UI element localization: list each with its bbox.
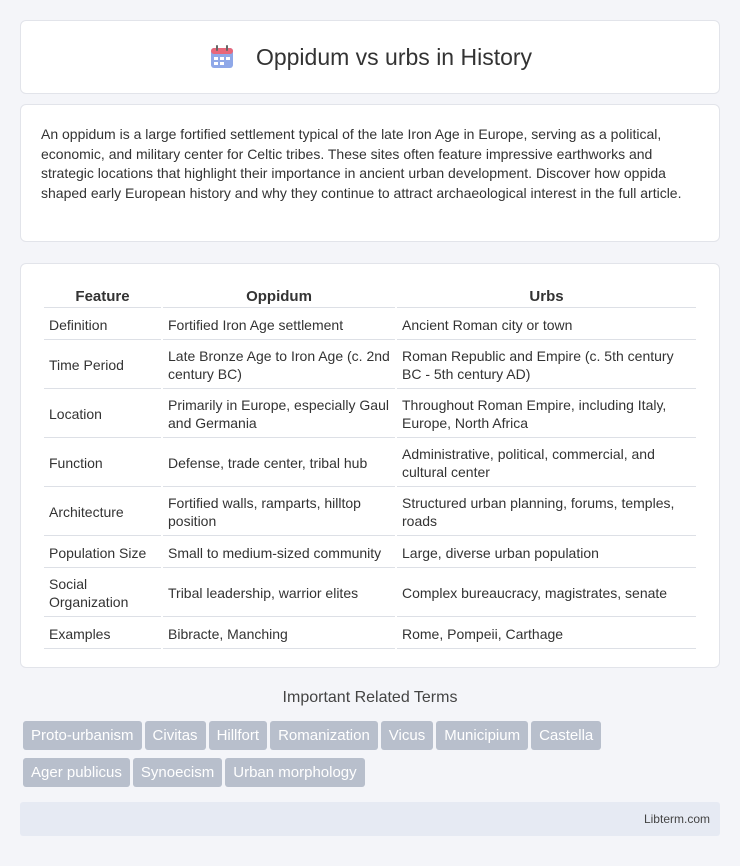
cell-oppidum: Fortified Iron Age settlement — [163, 310, 395, 340]
tag-hillfort[interactable]: Hillfort — [209, 721, 268, 750]
header-feature: Feature — [44, 284, 161, 308]
related-terms-title: Important Related Terms — [282, 689, 458, 706]
cell-oppidum: Late Bronze Age to Iron Age (c. 2nd century BC) — [163, 342, 395, 389]
cell-feature: Social Organization — [44, 570, 161, 617]
tag-vicus[interactable]: Vicus — [381, 721, 433, 750]
cell-urbs: Roman Republic and Empire (c. 5th century BC - 5th century AD) — [397, 342, 696, 389]
tag-civitas[interactable]: Civitas — [145, 721, 206, 750]
table-row — [44, 391, 696, 438]
cell-urbs: Large, diverse urban population — [397, 538, 696, 568]
cell-oppidum: Primarily in Europe, especially Gaul and Germania — [163, 391, 395, 438]
cell-feature: Function — [44, 440, 161, 487]
header-oppidum: Oppidum — [163, 284, 395, 308]
header-card — [20, 20, 720, 94]
header-urbs: Urbs — [397, 284, 696, 308]
calendar-icon — [208, 43, 236, 71]
cell-oppidum: Fortified walls, ramparts, hilltop position — [163, 489, 395, 536]
table-row — [44, 538, 696, 568]
tag-ager-publicus[interactable]: Ager publicus — [23, 758, 130, 787]
table-row — [44, 310, 696, 340]
cell-feature: Definition — [44, 310, 161, 340]
cell-oppidum: Defense, trade center, tribal hub — [163, 440, 395, 487]
tag-urban-morphology[interactable]: Urban morphology — [225, 758, 364, 787]
page-title: Oppidum vs urbs in History — [255, 43, 533, 70]
cell-oppidum: Tribal leadership, warrior elites — [163, 570, 395, 617]
cell-urbs: Complex bureaucracy, magistrates, senate — [397, 570, 696, 617]
cell-oppidum: Bibracte, Manching — [163, 619, 395, 649]
table-row — [44, 342, 696, 389]
table-row — [44, 570, 696, 617]
cell-feature: Time Period — [44, 342, 161, 389]
tag-municipium[interactable]: Municipium — [436, 721, 528, 750]
comparison-table — [42, 282, 698, 651]
footer-site-link[interactable]: Libterm.com — [643, 812, 710, 826]
cell-feature: Architecture — [44, 489, 161, 536]
table-row — [44, 619, 696, 649]
tag-synoecism[interactable]: Synoecism — [133, 758, 222, 787]
cell-urbs: Structured urban planning, forums, temples, roads — [397, 489, 696, 536]
cell-urbs: Administrative, political, commercial, and cultural center — [397, 440, 696, 487]
tag-castella[interactable]: Castella — [531, 721, 601, 750]
cell-oppidum: Small to medium-sized community — [163, 538, 395, 568]
cell-urbs: Throughout Roman Empire, including Italy, Europe, North Africa — [397, 391, 696, 438]
cell-feature: Location — [44, 391, 161, 438]
intro-card — [20, 104, 720, 242]
intro-text: An oppidum is a large fortified settlement typical of the late Iron Age in Europe, serving as a political, economic, and military center for Celtic tribes. These sites often feature impressive earthworks and strategic locations that highlight their importance in ancient urban development. Discover how oppida shaped early European history and why they continue to attract archaeological interest in the full article. — [41, 126, 682, 201]
table-row — [44, 440, 696, 487]
cell-feature: Population Size — [44, 538, 161, 568]
table-row — [44, 489, 696, 536]
related-terms-list — [23, 721, 723, 795]
tag-romanization[interactable]: Romanization — [270, 721, 378, 750]
cell-urbs: Rome, Pompeii, Carthage — [397, 619, 696, 649]
tag-proto-urbanism[interactable]: Proto-urbanism — [23, 721, 142, 750]
footer — [20, 802, 720, 836]
table-header-row — [44, 284, 696, 308]
cell-feature: Examples — [44, 619, 161, 649]
comparison-table-card — [20, 263, 720, 668]
cell-urbs: Ancient Roman city or town — [397, 310, 696, 340]
